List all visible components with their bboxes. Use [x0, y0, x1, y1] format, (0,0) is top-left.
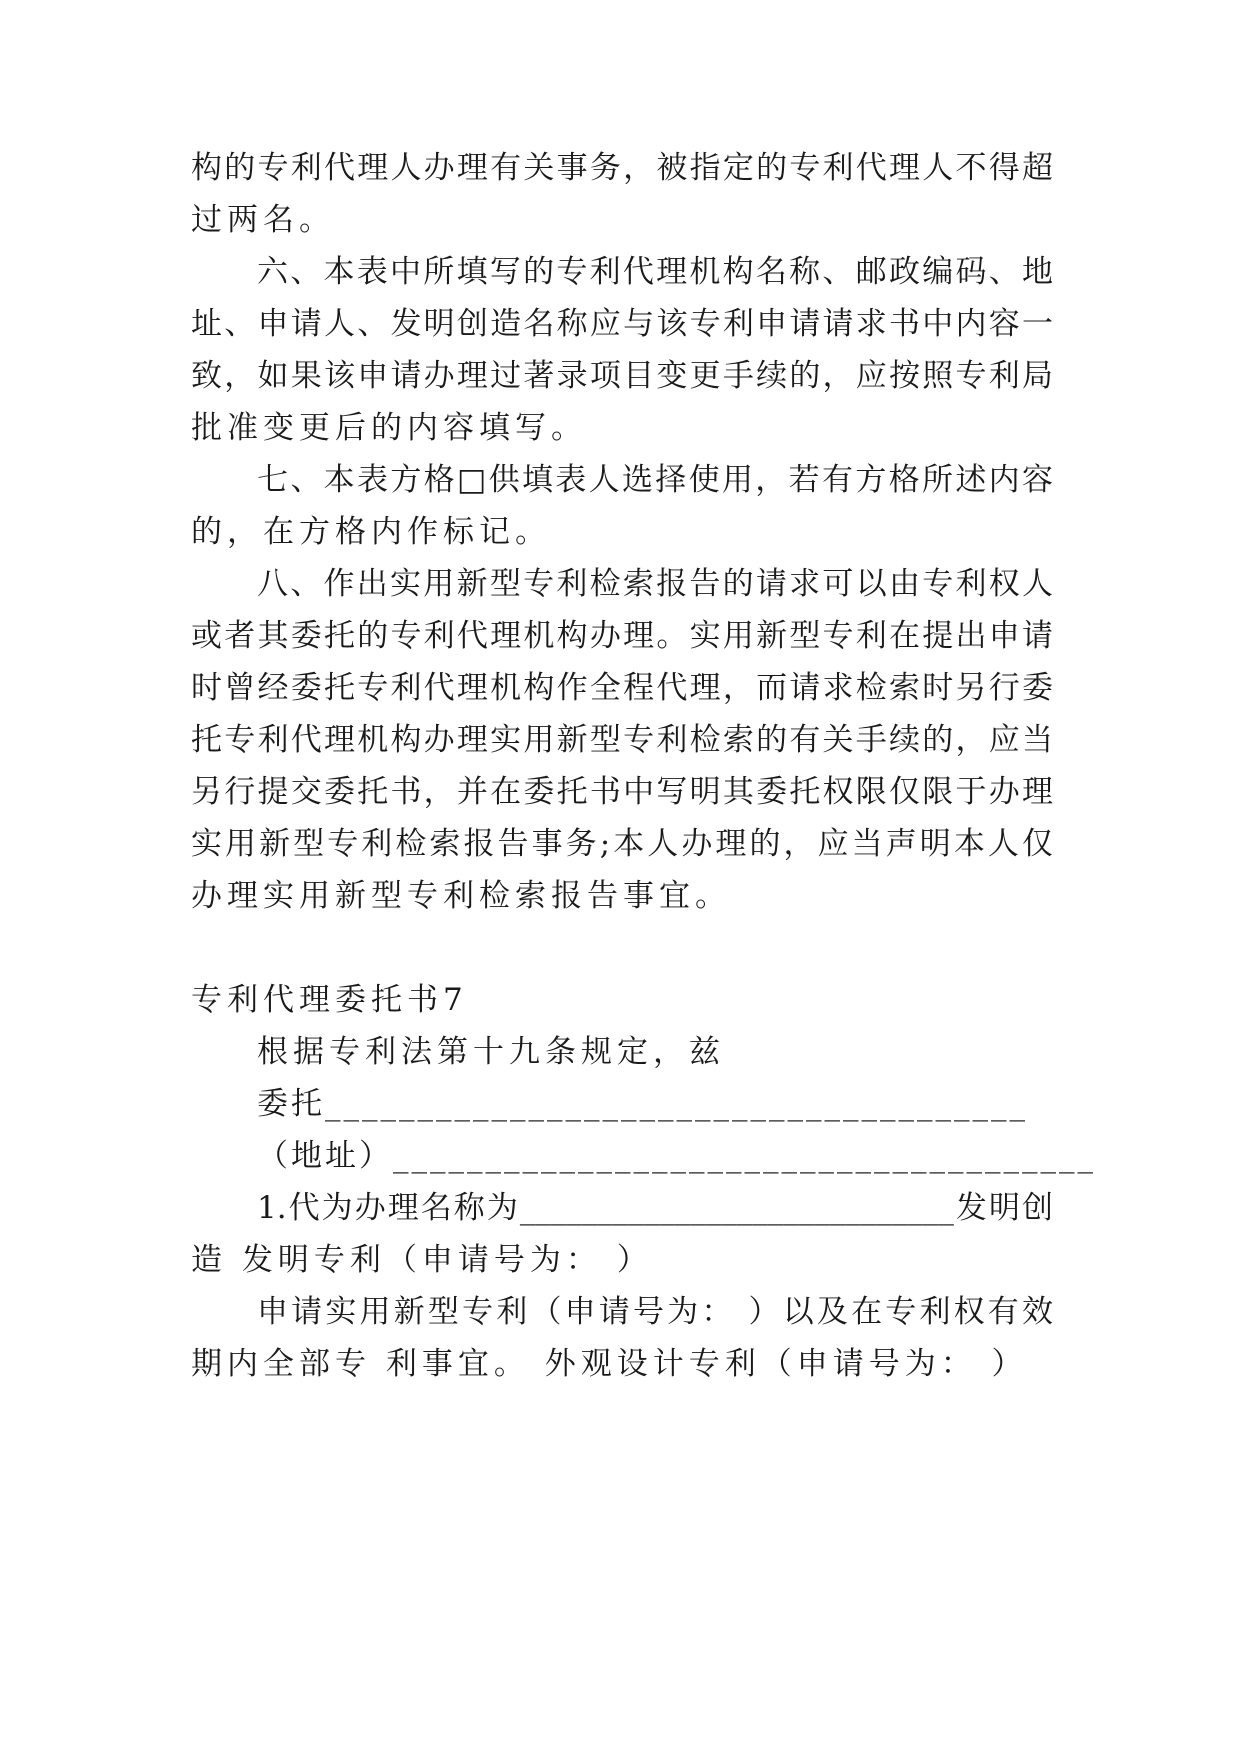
item2-line: 申请实用新型专利（申请号为： ）以及在专利权有效: [257, 1294, 1053, 1330]
paragraph-line: 构的专利代理人办理有关事务，被指定的专利代理人不得超: [191, 150, 1053, 186]
form-title: 专利代理委托书7: [191, 982, 468, 1018]
paragraph-line: 的，在方格内作标记。: [191, 514, 551, 550]
form-basis-line: 根据专利法第十九条规定，兹: [257, 1034, 725, 1070]
paragraph-line: 办理实用新型专利检索报告事宜。: [191, 878, 731, 914]
paragraph-line: 六、本表中所填写的专利代理机构名称、邮政编码、地: [257, 254, 1053, 290]
paragraph-line: 八、作出实用新型专利检索报告的请求可以由专利权人: [257, 566, 1053, 602]
paragraph-line: 致，如果该申请办理过著录项目变更手续的，应按照专利局: [191, 358, 1053, 394]
address-field: （地址）______________________________________: [257, 1138, 1096, 1174]
entrust-field: 委托______________________________________: [257, 1086, 1028, 1122]
paragraph-line: 托专利代理机构办理实用新型专利检索的有关手续的，应当: [191, 722, 1053, 758]
paragraph-line: 批准变更后的内容填写。: [191, 410, 587, 446]
paragraph-line: 或者其委托的专利代理机构办理。实用新型专利在提出申请: [191, 618, 1053, 654]
paragraph-line: 时曾经委托专利代理机构作全程代理，而请求检索时另行委: [191, 670, 1053, 706]
item1-line: 1.代为办理名称为____________________________发明创: [257, 1190, 1053, 1226]
paragraph-line: 七、本表方格□供填表人选择使用，若有方格所述内容: [257, 462, 1053, 498]
item2-line: 期内全部专 利事宜。 外观设计专利（申请号为： ）: [191, 1346, 1028, 1382]
paragraph-line: 址、申请人、发明创造名称应与该专利申请请求书中内容一: [191, 306, 1053, 342]
paragraph-line: 另行提交委托书，并在委托书中写明其委托权限仅限于办理: [191, 774, 1053, 810]
item1-line: 造 发明专利（申请号为： ）: [191, 1242, 653, 1278]
paragraph-line: 过两名。: [191, 202, 335, 238]
paragraph-line: 实用新型专利检索报告事务;本人办理的，应当声明本人仅: [191, 826, 1053, 862]
